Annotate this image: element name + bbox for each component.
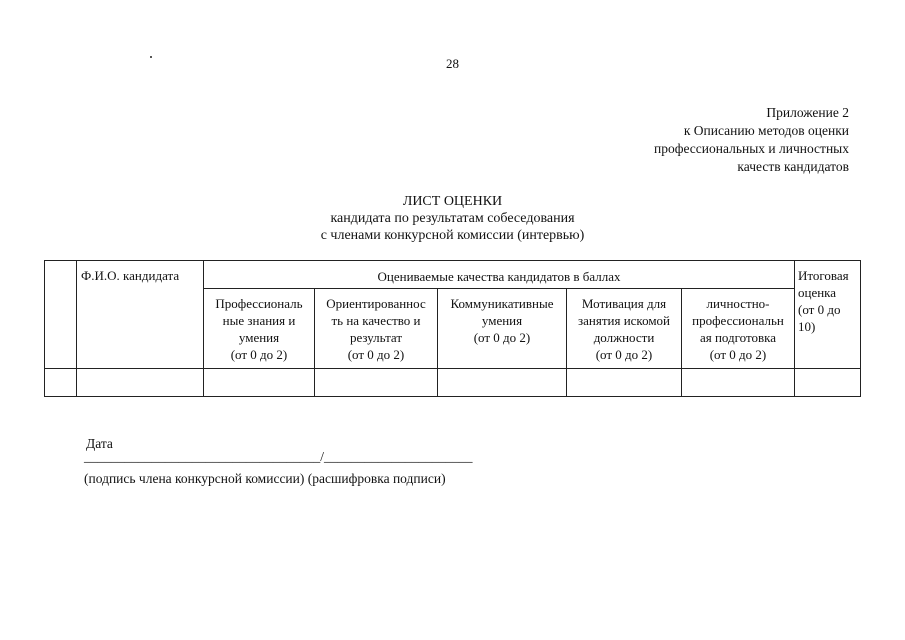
signature-decode-blank: ______________________ bbox=[324, 449, 473, 464]
header-line: Профессиональ bbox=[215, 296, 303, 311]
title-subline: кандидата по результатам собеседования bbox=[330, 211, 575, 226]
header-line: (от 0 до 2) bbox=[595, 347, 653, 362]
header-line: занятия искомой bbox=[577, 313, 671, 328]
signature-separator: / bbox=[320, 449, 325, 464]
total-header-line: 10) bbox=[798, 319, 816, 334]
header-line: ть на качество и bbox=[331, 313, 421, 328]
appendix-line: к Описанию методов оценки bbox=[683, 123, 849, 138]
empty-cell bbox=[438, 369, 567, 397]
header-line: ая подготовка bbox=[699, 330, 777, 345]
professional-knowledge-header bbox=[204, 289, 315, 369]
header-line: умения bbox=[481, 313, 523, 328]
header-line: профессиональн bbox=[692, 313, 784, 328]
quality-orientation-header bbox=[315, 289, 438, 369]
document-title bbox=[0, 193, 905, 244]
header-line: Коммуникативные bbox=[450, 296, 554, 311]
appendix-line: профессиональных и личностных bbox=[653, 141, 849, 156]
empty-cell bbox=[77, 369, 204, 397]
header-line: (от 0 до 2) bbox=[709, 347, 767, 362]
communication-skills-header bbox=[438, 289, 567, 369]
total-header-line: (от 0 до bbox=[798, 302, 841, 317]
header-line: результат bbox=[349, 330, 403, 345]
total-header-line: оценка bbox=[798, 285, 837, 300]
total-header-line: Итоговая bbox=[798, 268, 849, 283]
header-line: (от 0 до 2) bbox=[473, 330, 531, 345]
empty-cell bbox=[567, 369, 682, 397]
empty-cell bbox=[795, 369, 861, 397]
header-line: должности bbox=[593, 330, 655, 345]
row-number-header-cell bbox=[45, 261, 77, 369]
motivation-header bbox=[567, 289, 682, 369]
empty-cell bbox=[204, 369, 315, 397]
header-line: ные знания и bbox=[222, 313, 296, 328]
header-line: Ориентированнос bbox=[326, 296, 426, 311]
candidate-name-header: Ф.И.О. кандидата bbox=[77, 261, 204, 369]
personal-professional-training-header bbox=[682, 289, 795, 369]
title-main: ЛИСТ ОЦЕНКИ bbox=[402, 194, 503, 209]
signature-blank: ___________________________________ bbox=[84, 449, 321, 464]
header-line: (от 0 до 2) bbox=[230, 347, 288, 362]
table-row bbox=[45, 369, 861, 397]
signature-line bbox=[84, 449, 473, 465]
header-line: личностно- bbox=[706, 296, 770, 311]
total-score-header bbox=[795, 261, 861, 369]
qualities-header: Оцениваемые качества кандидатов в баллах bbox=[204, 261, 795, 289]
date-label: Дата bbox=[86, 436, 113, 451]
signature-caption: (подпись члена конкурсной комиссии) (расшифровка подписи) bbox=[84, 471, 446, 486]
appendix-note bbox=[654, 104, 849, 176]
appendix-line: Приложение 2 bbox=[766, 105, 849, 120]
header-line: Мотивация для bbox=[581, 296, 667, 311]
page-number: 28 bbox=[446, 56, 459, 71]
empty-cell bbox=[682, 369, 795, 397]
empty-cell bbox=[315, 369, 438, 397]
header-line: (от 0 до 2) bbox=[347, 347, 405, 362]
evaluation-table bbox=[44, 260, 861, 397]
empty-cell bbox=[45, 369, 77, 397]
header-line: умения bbox=[238, 330, 280, 345]
title-subline: с членами конкурсной комиссии (интервью) bbox=[320, 228, 585, 243]
appendix-line: качеств кандидатов bbox=[737, 159, 849, 174]
